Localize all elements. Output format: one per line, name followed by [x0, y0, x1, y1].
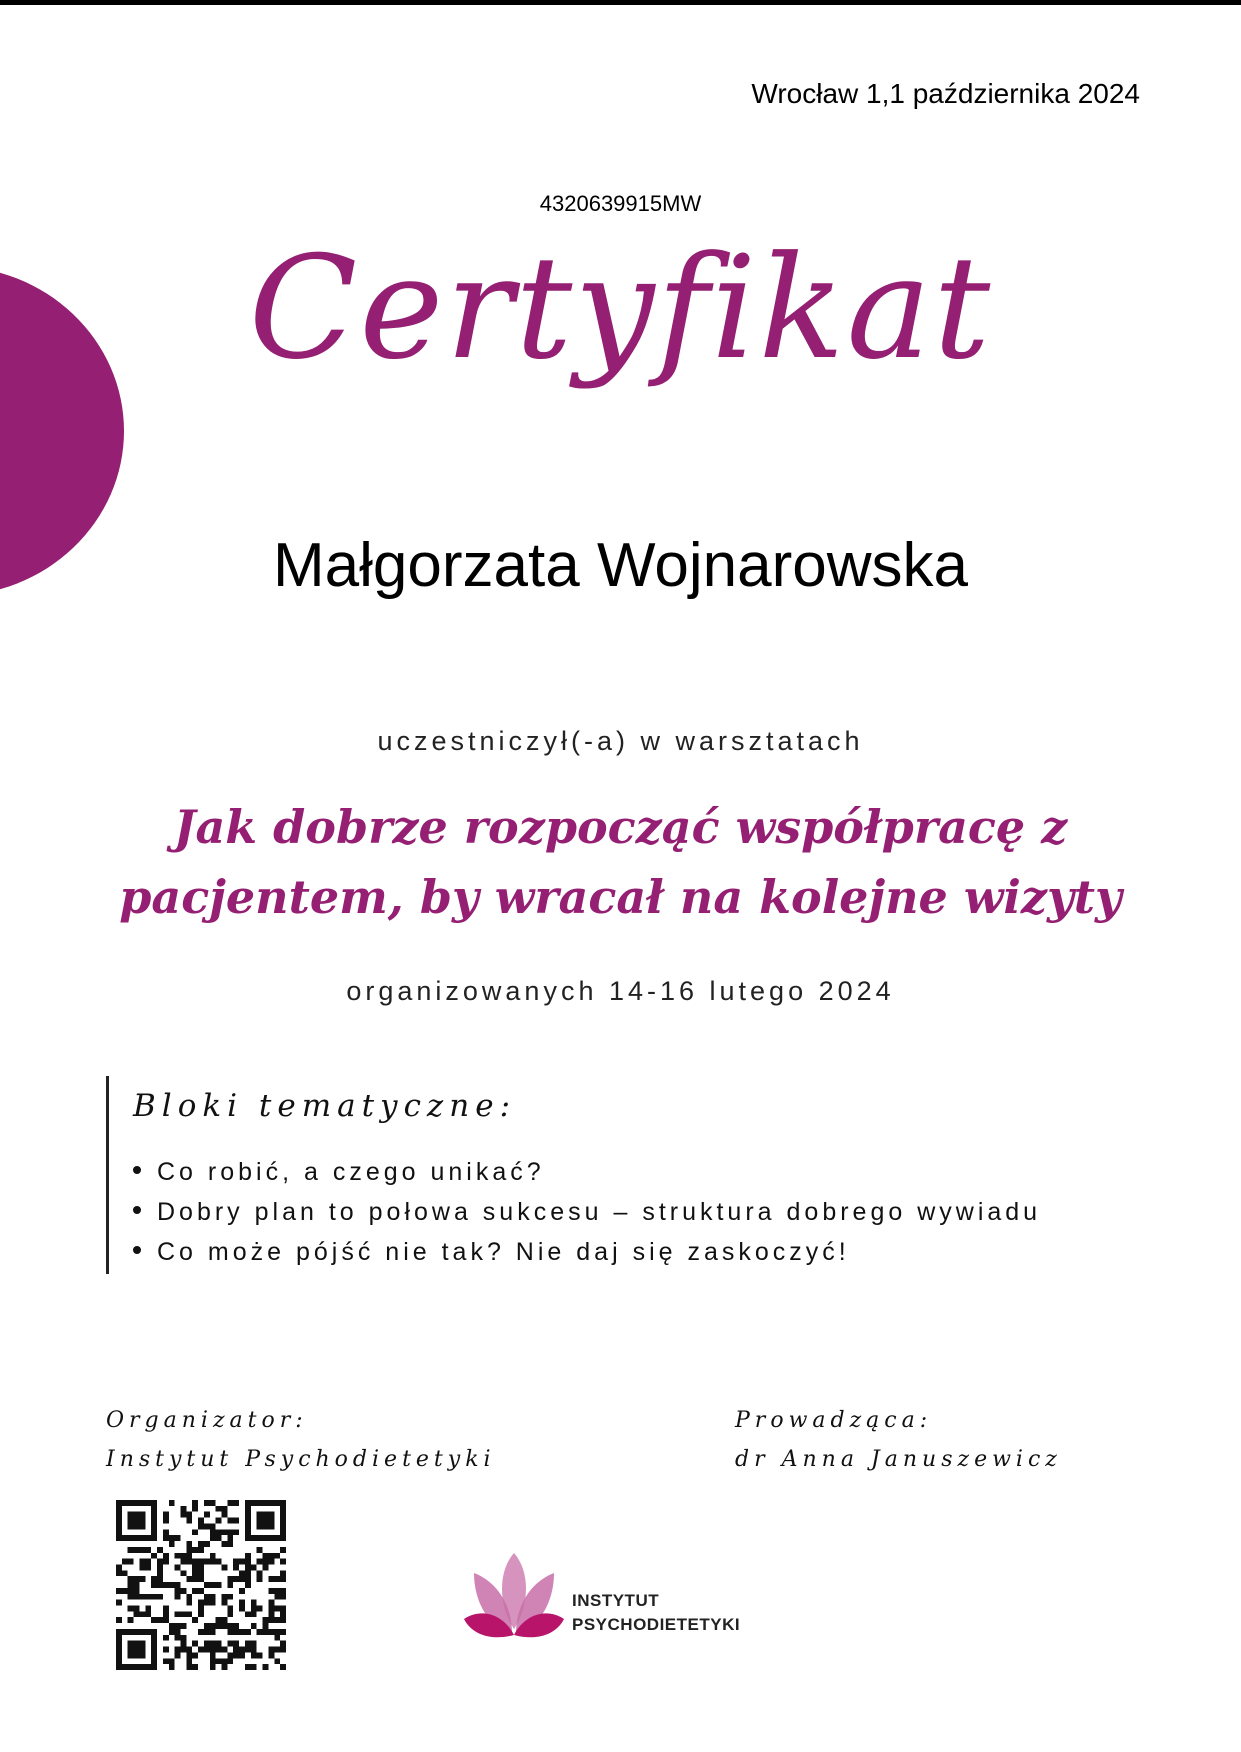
- thematic-blocks: [106, 1076, 1169, 1274]
- organizer-label: Organizator:: [106, 1408, 308, 1433]
- workshop-title: Jak dobrze rozpocząć współpracę z pacjentem, by wracał na kolejne wizyty: [119, 800, 1122, 924]
- bullet-icon: [133, 1246, 141, 1254]
- certificate-number: 4320639915MW: [539, 191, 702, 216]
- recipient-name: Małgorzata Wojnarowska: [273, 531, 968, 600]
- lecturer-label: Prowadząca:: [735, 1408, 933, 1433]
- institute-logo: [464, 1545, 754, 1645]
- qr-code-icon[interactable]: [114, 1500, 288, 1670]
- logo-line-1: INSTYTUT: [572, 1591, 660, 1610]
- organized-date-text: organizowanych 14-16 lutego 2024: [346, 976, 895, 1006]
- list-item: [133, 1192, 1041, 1232]
- list-item: [133, 1152, 1041, 1192]
- top-border: [0, 0, 1241, 5]
- participation-text: uczestniczył(-a) w warsztatach: [377, 726, 864, 756]
- list-item: [133, 1232, 1041, 1272]
- certificate-title: Certyfikat: [248, 226, 993, 391]
- list-item-text: Co robić, a czego unikać?: [157, 1158, 545, 1186]
- thematic-blocks-list: [133, 1152, 1041, 1272]
- bullet-icon: [133, 1206, 141, 1214]
- thematic-blocks-heading: Bloki tematyczne:: [133, 1088, 517, 1124]
- logo-line-2: PSYCHODIETETYKI: [572, 1615, 741, 1634]
- place-date: Wrocław 1,1 października 2024: [751, 78, 1140, 109]
- logo-text: [572, 1589, 740, 1637]
- bullet-icon: [133, 1166, 141, 1174]
- list-item-text: Co może pójść nie tak? Nie daj się zaskoczyć!: [157, 1238, 850, 1266]
- lecturer-name: dr Anna Januszewicz: [735, 1447, 1062, 1472]
- lotus-logo-icon: [464, 1545, 564, 1645]
- list-item-text: Dobry plan to połowa sukcesu – struktura dobrego wywiadu: [157, 1198, 1042, 1226]
- organizer-name: Instytut Psychodietetyki: [106, 1447, 496, 1472]
